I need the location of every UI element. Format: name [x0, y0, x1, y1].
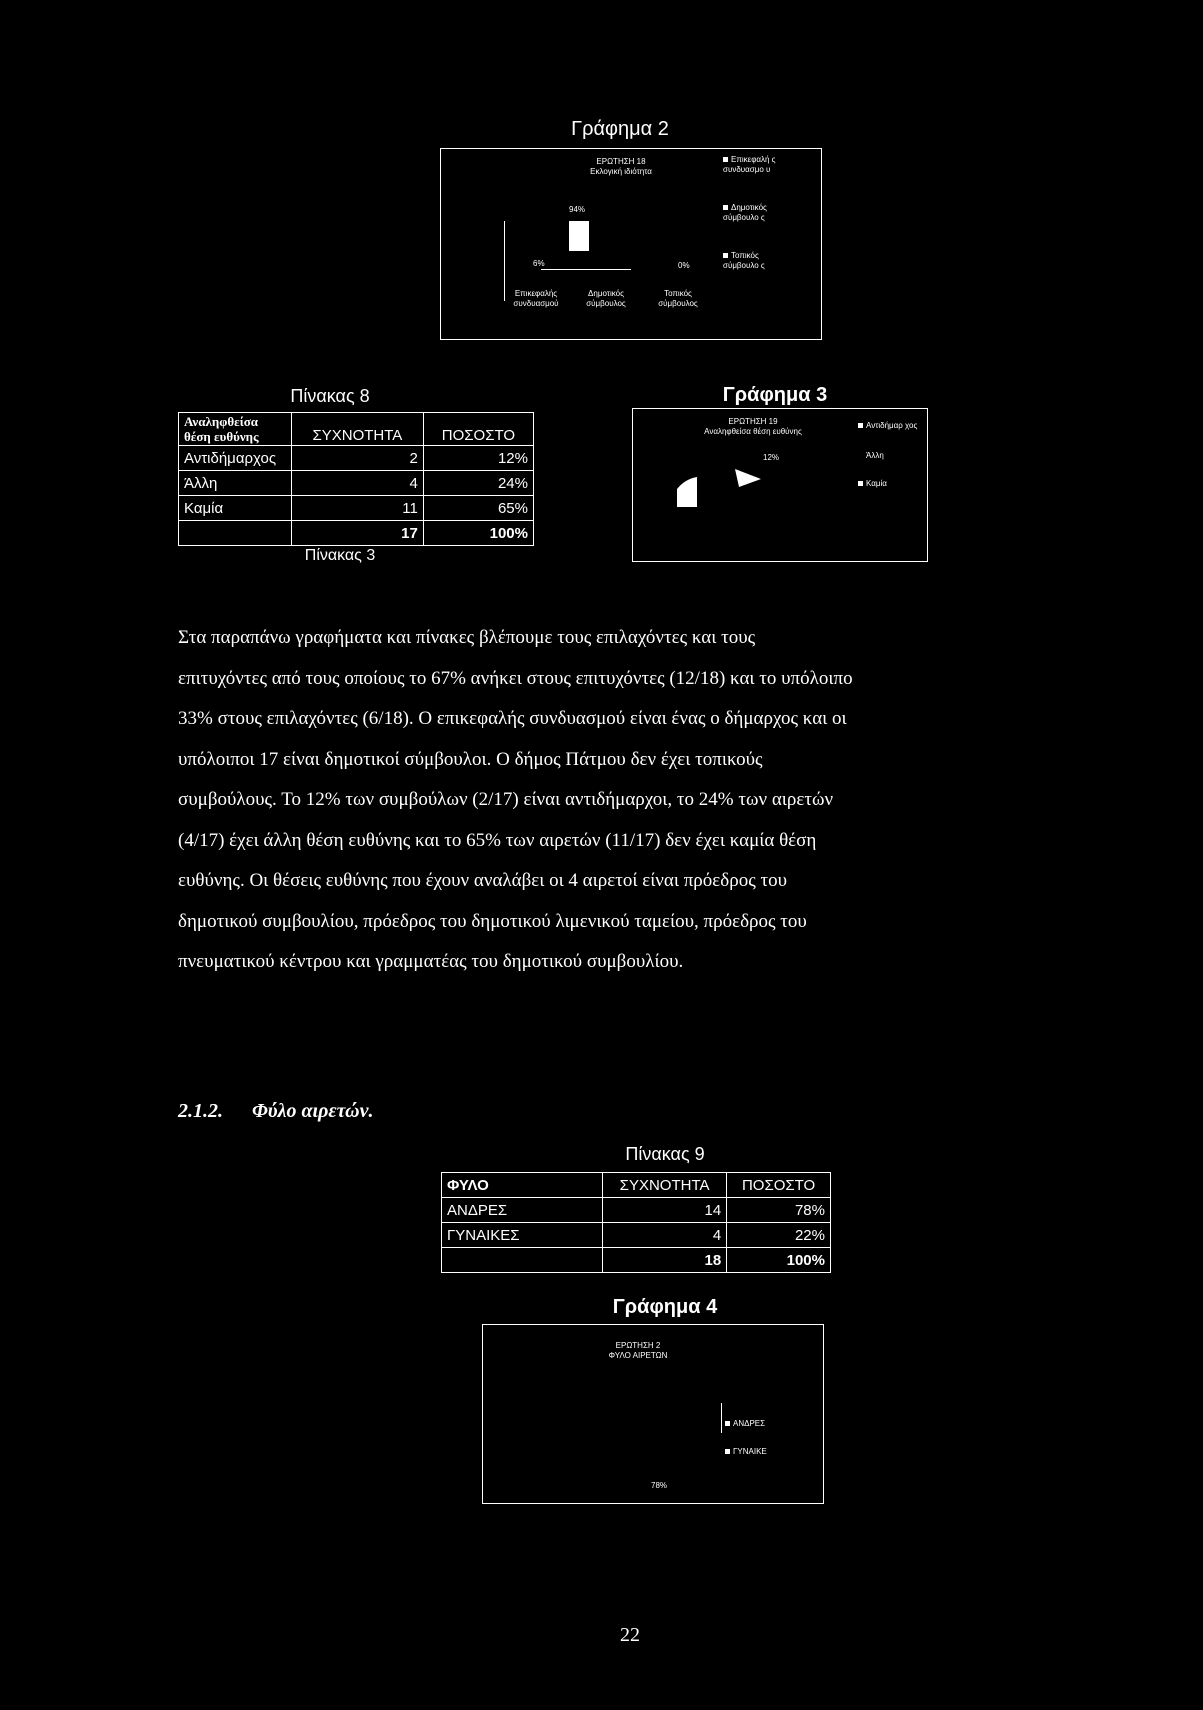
table8-title: Πίνακας 8: [290, 386, 370, 406]
table-row: Αντιδήμαρχος 2 12%: [179, 446, 534, 471]
table8-header-position: Αναληφθείσα θέση ευθύνης: [179, 413, 292, 446]
paragraph-line: δημοτικού συμβουλίου, πρόεδρος του δημοτικού λιμενικού ταμείου, πρόεδρος του: [178, 910, 807, 932]
body-paragraph: [178, 618, 1058, 983]
chart3-legend-3: Καμία: [858, 479, 920, 489]
legend-swatch: [725, 1449, 730, 1454]
chart4-title: Γράφημα 4: [612, 1296, 718, 1318]
table-row: ΓΥΝΑΙΚΕΣ 4 22%: [442, 1223, 831, 1248]
chart3-legend-2: Άλλη: [866, 451, 884, 460]
chart4-label: 78%: [651, 1481, 668, 1490]
paragraph-line: επιτυχόντες από τους οποίους το 67% ανήκει στους επιτυχόντες (12/18) και το υπόλοιπο: [178, 667, 853, 689]
table-row: 18 100%: [442, 1248, 831, 1273]
chart2-label-right: 0%: [678, 261, 690, 270]
chart2-title: Γράφημα 2: [571, 118, 669, 140]
chart4-inner-subtitle: ΦΥΛΟ ΑΙΡΕΤΩΝ: [608, 1351, 668, 1360]
section-heading: [178, 1100, 374, 1123]
paragraph-line: υπόλοιποι 17 είναι δημοτικοί σύμβουλοι. Ο δήμος Πάτμου δεν έχει τοπικούς: [178, 748, 763, 770]
table9: [441, 1172, 831, 1273]
chart4-inner-title: ΕΡΩΤΗΣΗ 2: [615, 1341, 661, 1350]
chart3-box: [632, 408, 928, 562]
legend-swatch: [723, 157, 728, 162]
chart4-legend-2: ΓΥΝΑΙΚΕ: [725, 1447, 815, 1457]
chart2-bar-dimotikos: [569, 221, 589, 251]
chart4-box: [482, 1324, 824, 1504]
paragraph-line: (4/17) έχει άλλη θέση ευθύνης και το 65% των αιρετών (11/17) δεν έχει καμία θέση: [178, 829, 817, 851]
table-row: Καμία 11 65%: [179, 496, 534, 521]
table-row: 17 100%: [179, 521, 534, 546]
paragraph-line: συμβούλους. Το 12% των συμβούλων (2/17) είναι αντιδήμαρχοι, το 24% των αιρετών: [178, 789, 834, 810]
paragraph-line: ευθύνης. Οι θέσεις ευθύνης που έχουν αναλάβει οι 4 αιρετοί είναι πρόεδρος του: [178, 870, 788, 891]
chart3-label: 12%: [763, 453, 780, 462]
section-number: 2.1.2.: [178, 1100, 223, 1122]
legend-swatch: [858, 481, 863, 486]
chart2-cat-1: Επικεφαλής συνδυασμού: [513, 289, 559, 308]
table-row: Άλλη 4 24%: [179, 471, 534, 496]
table9-title: Πίνακας 9: [625, 1144, 705, 1164]
chart2-box: [440, 148, 822, 340]
chart3-inner-title: ΕΡΩΤΗΣΗ 19: [728, 417, 778, 426]
chart2-legend-3: Τοπικός σύμβουλο ς: [723, 251, 765, 270]
legend-swatch: [725, 1421, 730, 1426]
table8-header-frequency: ΣΥΧΝΟΤΗΤΑ: [292, 413, 424, 446]
paragraph-line: πνευματικού κέντρου και γραμματέας του δημοτικού συμβουλίου.: [178, 951, 684, 972]
chart2-inner-subtitle: Εκλογική ιδιότητα: [590, 167, 652, 176]
chart2-axis: [504, 221, 505, 301]
table9-header-frequency: ΣΥΧΝΟΤΗΤΑ: [603, 1173, 727, 1198]
chart3-title: Γράφημα 3: [722, 384, 828, 406]
section-title: Φύλο αιρετών.: [252, 1100, 374, 1122]
table-row: ΑΝΔΡΕΣ 14 78%: [442, 1198, 831, 1223]
table9-header-percent: ΠΟΣΟΣΤΟ: [727, 1173, 831, 1198]
chart2-label-left: 6%: [533, 259, 545, 268]
chart4-pie-edge: [721, 1403, 722, 1433]
paragraph-line: Στα παραπάνω γραφήματα και πίνακες βλέπουμε τους επιλαχόντες και τους: [178, 627, 756, 648]
chart2-inner-title: ΕΡΩΤΗΣΗ 18: [596, 157, 646, 166]
chart2-legend-1: Επικεφαλή ς συνδυασμο υ: [723, 155, 776, 174]
table8-header-percent: ΠΟΣΟΣΤΟ: [423, 413, 533, 446]
chart2-cat-2: Δημοτικός σύμβουλος: [586, 289, 626, 308]
chart2-cat-3: Τοπικός σύμβουλος: [658, 289, 698, 308]
table8: [178, 412, 534, 546]
chart4-legend-1: ΑΝΔΡΕΣ: [725, 1419, 815, 1447]
chart2-baseline: [541, 269, 631, 270]
chart3-pie: [673, 459, 793, 519]
pie-slice-alli: [735, 469, 761, 487]
chart2-legend-2: Δημοτικός σύμβουλο ς: [723, 203, 767, 222]
chart3-legend-1: Αντιδήμαρ χος: [858, 421, 920, 451]
pie-slice-kamia: [677, 477, 697, 507]
chart3-inner-subtitle: Αναληφθείσα θέση ευθύνης: [704, 427, 802, 436]
chart2-label-top: 94%: [569, 205, 586, 214]
page-number: 22: [620, 1624, 640, 1646]
legend-swatch: [723, 205, 728, 210]
table8-footer: Πίνακας 3: [304, 547, 376, 564]
paragraph-line: 33% στους επιλαχόντες (6/18). Ο επικεφαλής συνδυασμού είναι ένας ο δήμαρχος και οι: [178, 708, 847, 729]
table9-header-sex: ΦΥΛΟ: [442, 1173, 603, 1198]
legend-swatch: [858, 423, 863, 428]
legend-swatch: [723, 253, 728, 258]
